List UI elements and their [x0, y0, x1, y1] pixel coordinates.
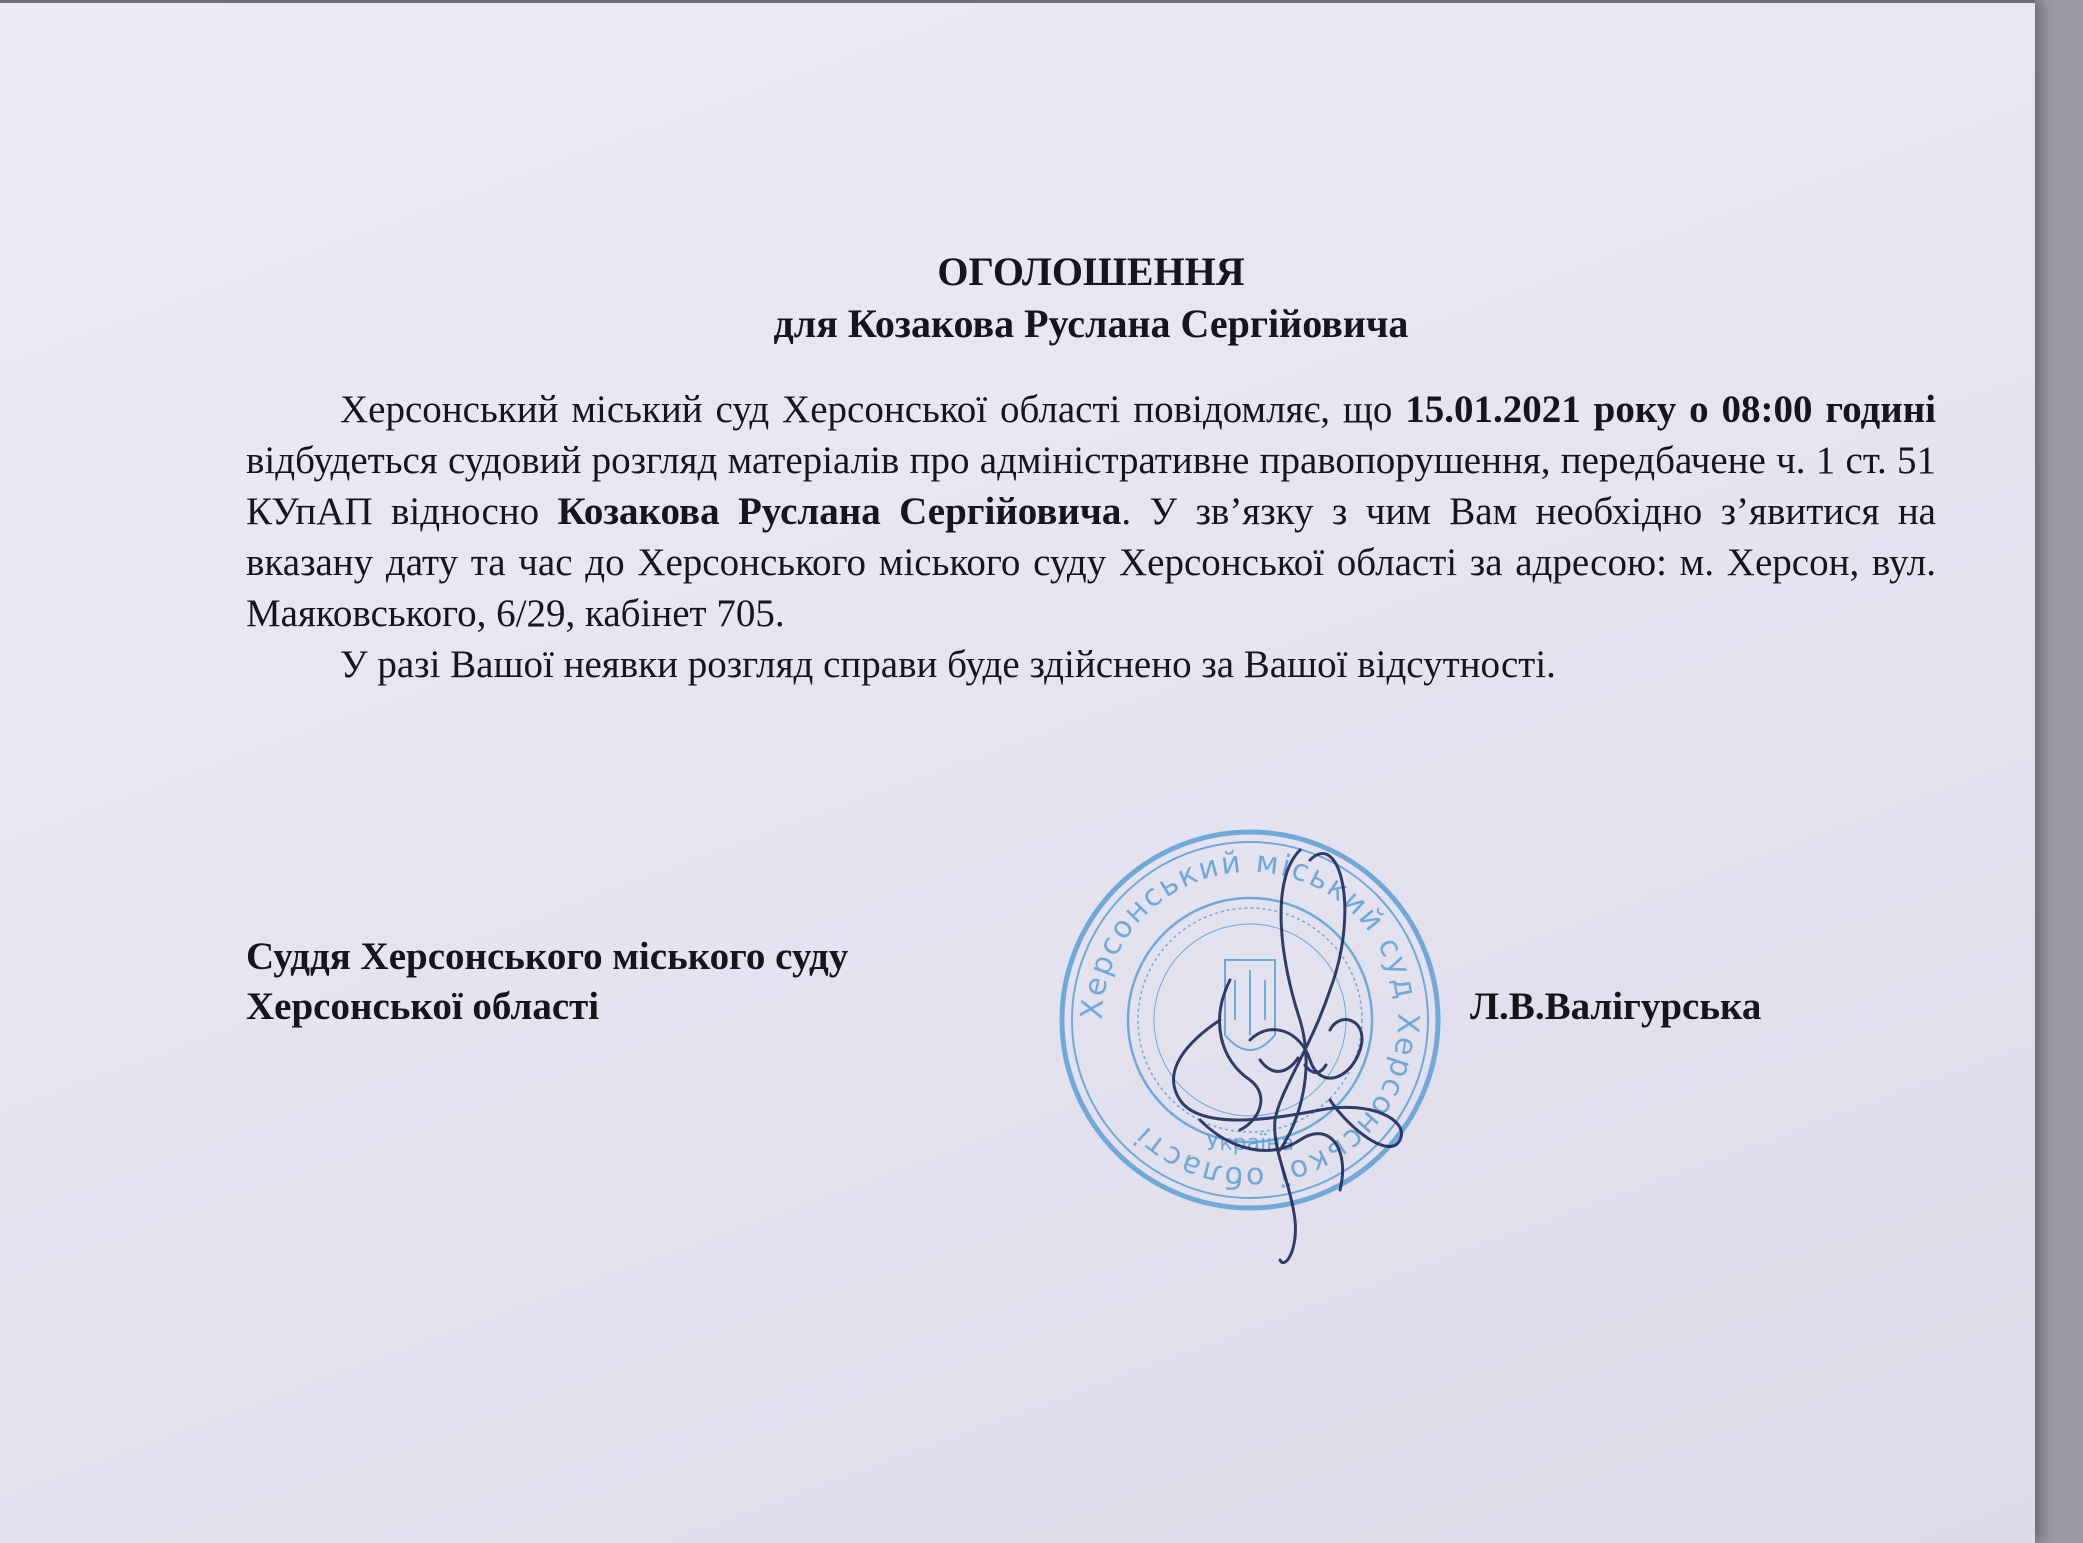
- notice-paragraph-2: У разі Вашої неявки розгляд справи буде здійснено за Вашої відсутності.: [340, 643, 1556, 686]
- judge-name: Л.В.Валігурська: [1470, 985, 1762, 1028]
- judge-position: [246, 932, 848, 1032]
- notice-title: ОГОЛОШЕННЯ: [937, 249, 1245, 294]
- text-hearing: відбудеться судовий розгляд матеріалів про адміністративне правопорушення, передбачене ч. 1 ст. 51 КУпАП відносно: [246, 439, 1936, 533]
- judge-position-line-2: Херсонської області: [246, 985, 600, 1028]
- hearing-datetime: 15.01.2021 року о 08:00 годині: [1405, 388, 1937, 431]
- person-name: Козакова Руслана Сергійовича: [557, 490, 1122, 533]
- handwritten-signature: [1100, 820, 1440, 1280]
- notice-subtitle: для Козакова Руслана Сергійовича: [773, 301, 1409, 346]
- judge-position-line-1: Суддя Херсонського міського суду: [246, 935, 849, 978]
- text-address: . У зв’язку з чим Вам необхідно з’явитися на вказану дату та час до Херсонського міського суду Херсонської області за адресою: м. Херсон, вул. Маяковського, 6/29, кабінет 705.: [246, 490, 1936, 635]
- notice-body: [246, 384, 1936, 690]
- text-intro: Херсонський міський суд Херсонської області повідомляє, що: [340, 388, 1406, 431]
- seal-inner-text: Україна: [1205, 1131, 1295, 1156]
- seal-ring-text: Херсонський міський суд Херсонської області: [1074, 844, 1426, 1196]
- notice-paragraph-1: [246, 384, 1936, 639]
